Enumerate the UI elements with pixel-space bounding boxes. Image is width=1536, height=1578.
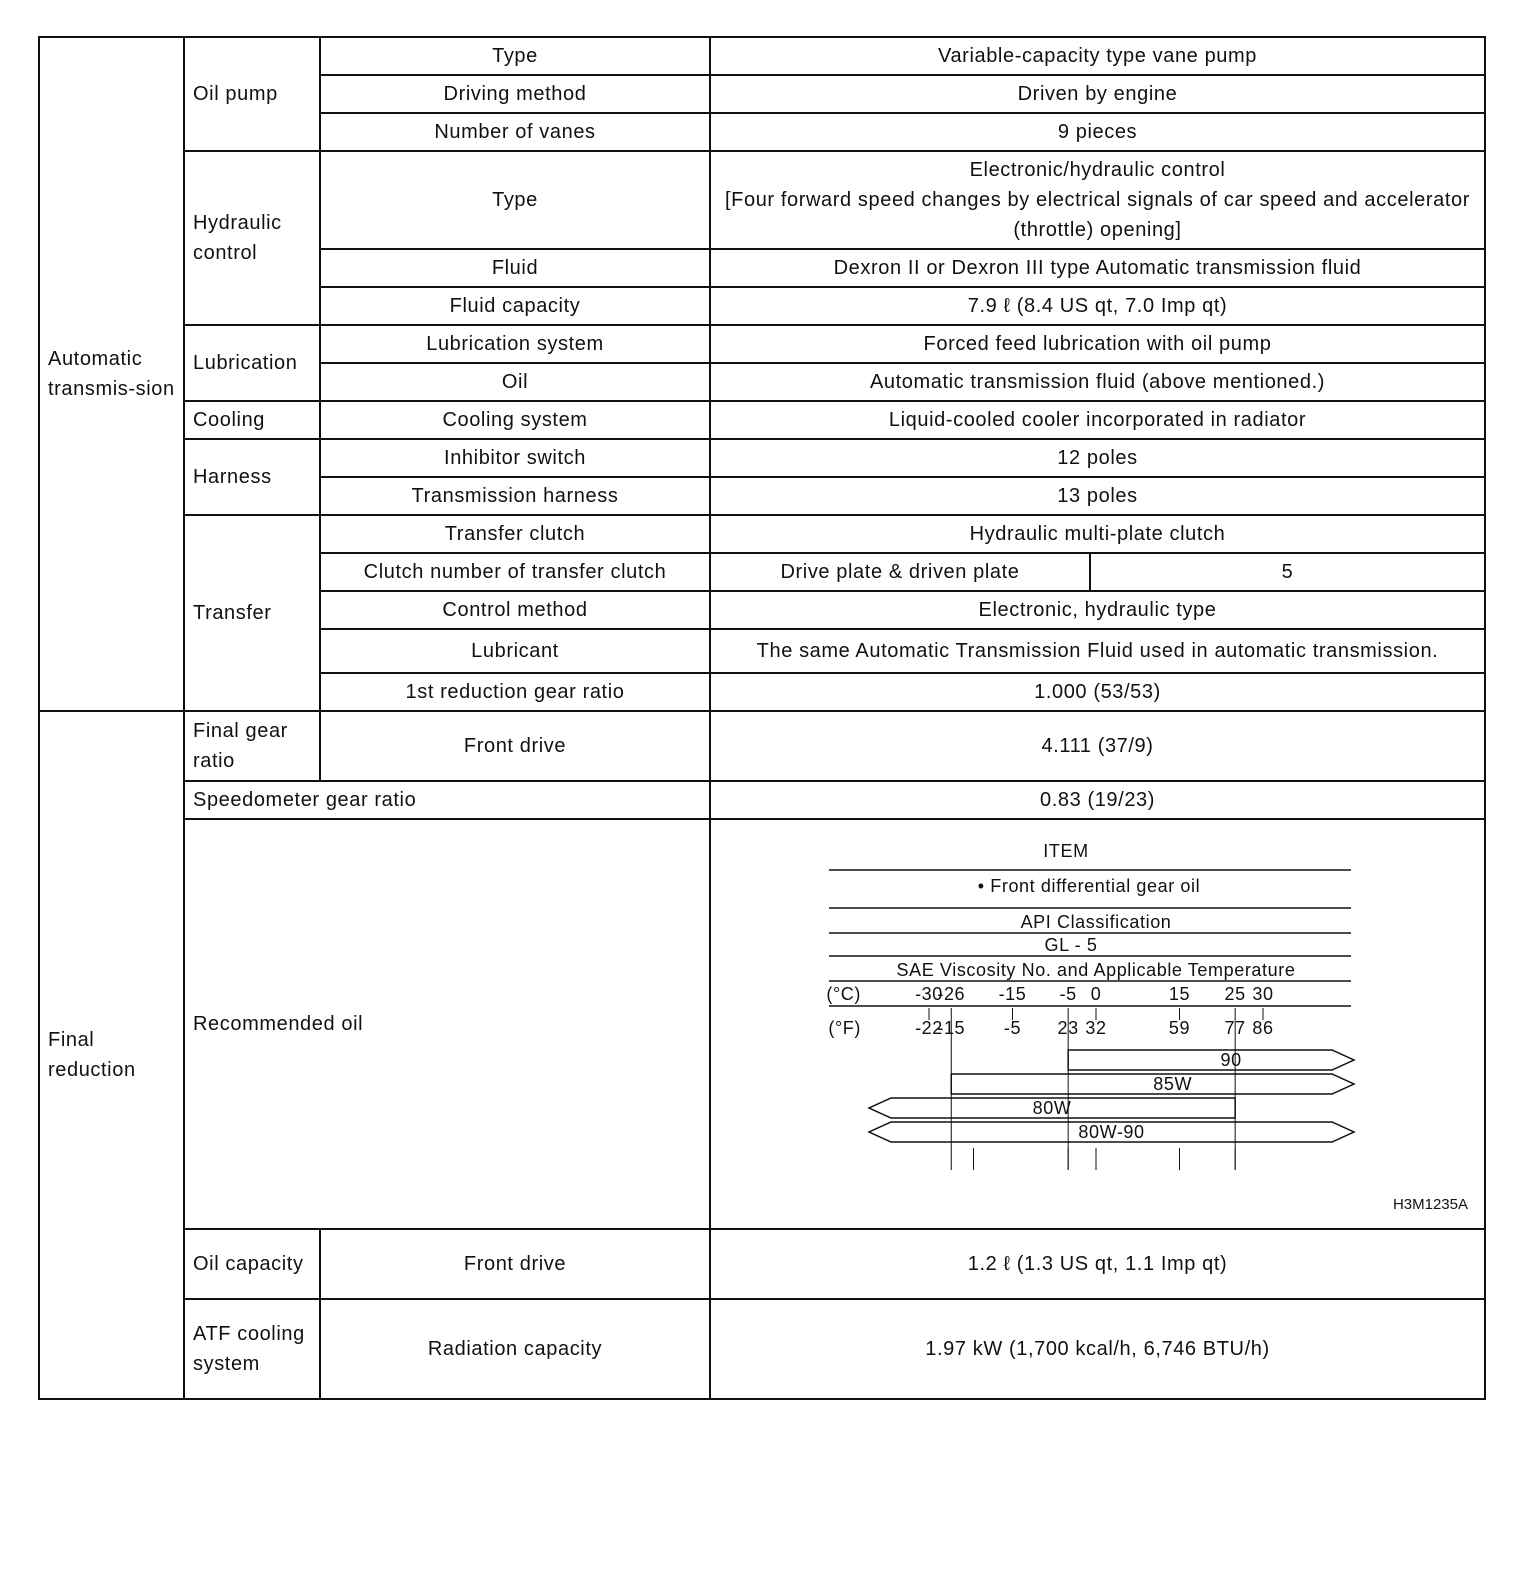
- celsius-tick-label: -26: [937, 984, 966, 1004]
- reduction-ratio-label: 1st reduction gear ratio: [320, 673, 710, 711]
- lubrication-system-value: Forced feed lubrication with oil pump: [710, 325, 1485, 363]
- control-method-value: Electronic, hydraulic type: [710, 591, 1485, 629]
- hydraulic-type-label: Type: [320, 151, 710, 249]
- fahrenheit-tick-label: 77: [1224, 1018, 1246, 1038]
- chart-item-value: • Front differential gear oil: [977, 876, 1201, 896]
- group-automatic-transmission: Automatic transmis-sion: [39, 37, 184, 711]
- oil-pump-type-value: Variable-capacity type vane pump: [710, 37, 1485, 75]
- lubrication-oil-label: Oil: [320, 363, 710, 401]
- spec-sheet: [38, 36, 1484, 1400]
- transfer-clutch-value: Hydraulic multi-plate clutch: [710, 515, 1485, 553]
- celsius-tick-label: 15: [1168, 984, 1191, 1004]
- hydraulic-control-label: Hydraulic control: [184, 151, 320, 325]
- cooling-system-label: Cooling system: [320, 401, 710, 439]
- hydraulic-type-value-line1: Electronic/hydraulic control: [969, 159, 1226, 181]
- hydraulic-fluid-label: Fluid: [320, 249, 710, 287]
- radiation-capacity-label: Radiation capacity: [320, 1299, 710, 1399]
- cooling-label: Cooling: [184, 401, 320, 439]
- speedometer-label: Speedometer gear ratio: [184, 781, 710, 819]
- fahrenheit-tick-label: 23: [1057, 1018, 1079, 1038]
- table-row: [39, 1229, 1485, 1299]
- recommended-oil-label: Recommended oil: [184, 819, 710, 1229]
- fahrenheit-unit-label: (°F): [828, 1018, 861, 1038]
- hydraulic-fluid-value: Dexron II or Dexron III type Automatic transmission fluid: [710, 249, 1485, 287]
- fahrenheit-tick-label: 86: [1252, 1018, 1274, 1038]
- fahrenheit-tick-label: -22: [915, 1018, 943, 1038]
- harness-label: Harness: [184, 439, 320, 515]
- recommended-oil-chart-cell: [710, 819, 1485, 1229]
- group-final-reduction: Final reduction: [39, 711, 184, 1399]
- celsius-tick-label: 30: [1252, 984, 1274, 1004]
- fahrenheit-tick-label: -5: [1003, 1018, 1022, 1038]
- hydraulic-type-value-line2: [Four forward speed changes by electrical signals of car speed and accelerator (throttle) opening]: [725, 189, 1470, 241]
- spec-table: [38, 36, 1486, 1400]
- fahrenheit-tick-label: 59: [1168, 1018, 1191, 1038]
- celsius-tick-label: -30: [915, 984, 943, 1004]
- oil-pump-vanes-label: Number of vanes: [320, 113, 710, 151]
- viscosity-bar-90: [1068, 1050, 1354, 1070]
- lubrication-label: Lubrication: [184, 325, 320, 401]
- oil-capacity-front-label: Front drive: [320, 1229, 710, 1299]
- lubrication-system-label: Lubrication system: [320, 325, 710, 363]
- final-gear-front-value: 4.111 (37/9): [710, 711, 1485, 781]
- oil-pump-type-label: Type: [320, 37, 710, 75]
- transfer-clutch-label: Transfer clutch: [320, 515, 710, 553]
- control-method-label: Control method: [320, 591, 710, 629]
- celsius-tick-label: 25: [1224, 984, 1246, 1004]
- chart-item-header: ITEM: [1043, 841, 1089, 861]
- table-row: [39, 325, 1485, 363]
- fahrenheit-tick-label: -15: [937, 1018, 966, 1038]
- inhibitor-switch-value: 12 poles: [710, 439, 1485, 477]
- cooling-system-value: Liquid-cooled cooler incorporated in radiator: [710, 401, 1485, 439]
- viscosity-bar-label: 90: [1220, 1050, 1242, 1070]
- final-gear-label: Final gear ratio: [184, 711, 320, 781]
- clutch-number-sub: Drive plate & driven plate: [710, 553, 1090, 591]
- hydraulic-type-value: [710, 151, 1485, 249]
- table-row: [39, 401, 1485, 439]
- chart-api-value: GL - 5: [1044, 935, 1098, 955]
- oil-pump-label: Oil pump: [184, 37, 320, 151]
- transmission-harness-value: 13 poles: [710, 477, 1485, 515]
- celsius-tick-label: -5: [1059, 984, 1077, 1004]
- lubricant-label: Lubricant: [320, 629, 710, 673]
- speedometer-value: 0.83 (19/23): [710, 781, 1485, 819]
- final-gear-front-label: Front drive: [320, 711, 710, 781]
- table-row: [39, 37, 1485, 75]
- reduction-ratio-value: 1.000 (53/53): [710, 673, 1485, 711]
- viscosity-bar-label: 85W: [1153, 1074, 1193, 1094]
- figure-code: H3M1235A: [1392, 1196, 1468, 1213]
- oil-pump-drive-label: Driving method: [320, 75, 710, 113]
- hydraulic-capacity-value: 7.9 ℓ (8.4 US qt, 7.0 Imp qt): [710, 287, 1485, 325]
- clutch-number-label: Clutch number of transfer clutch: [320, 553, 710, 591]
- lubricant-value: The same Automatic Transmission Fluid used in automatic transmission.: [710, 629, 1485, 673]
- oil-pump-drive-value: Driven by engine: [710, 75, 1485, 113]
- oil-capacity-front-value: 1.2 ℓ (1.3 US qt, 1.1 Imp qt): [710, 1229, 1485, 1299]
- hydraulic-capacity-label: Fluid capacity: [320, 287, 710, 325]
- fahrenheit-tick-label: 32: [1085, 1018, 1107, 1038]
- table-row: [39, 151, 1485, 249]
- transfer-label: Transfer: [184, 515, 320, 711]
- radiation-capacity-value: 1.97 kW (1,700 kcal/h, 6,746 BTU/h): [710, 1299, 1485, 1399]
- table-row: [39, 711, 1485, 781]
- table-row: [39, 439, 1485, 477]
- table-row: [39, 781, 1485, 819]
- celsius-unit-label: (°C): [826, 984, 861, 1004]
- oil-pump-vanes-value: 9 pieces: [710, 113, 1485, 151]
- inhibitor-switch-label: Inhibitor switch: [320, 439, 710, 477]
- table-row: [39, 1299, 1485, 1399]
- oil-capacity-label: Oil capacity: [184, 1229, 320, 1299]
- clutch-number-value: 5: [1090, 553, 1485, 591]
- transmission-harness-label: Transmission harness: [320, 477, 710, 515]
- viscosity-bar-label: 80W: [1032, 1098, 1072, 1118]
- lubrication-oil-value: Automatic transmission fluid (above mentioned.): [710, 363, 1485, 401]
- celsius-tick-label: -15: [998, 984, 1027, 1004]
- atf-cooling-label: ATF cooling system: [184, 1299, 320, 1399]
- chart-api-header: API Classification: [1020, 912, 1172, 932]
- celsius-tick-label: 0: [1090, 984, 1102, 1004]
- viscosity-bar-label: 80W-90: [1078, 1122, 1145, 1142]
- table-row: [39, 515, 1485, 553]
- chart-sae-header: SAE Viscosity No. and Applicable Temperature: [896, 960, 1296, 980]
- table-row: [39, 819, 1485, 1229]
- oil-viscosity-chart: [711, 820, 1486, 1228]
